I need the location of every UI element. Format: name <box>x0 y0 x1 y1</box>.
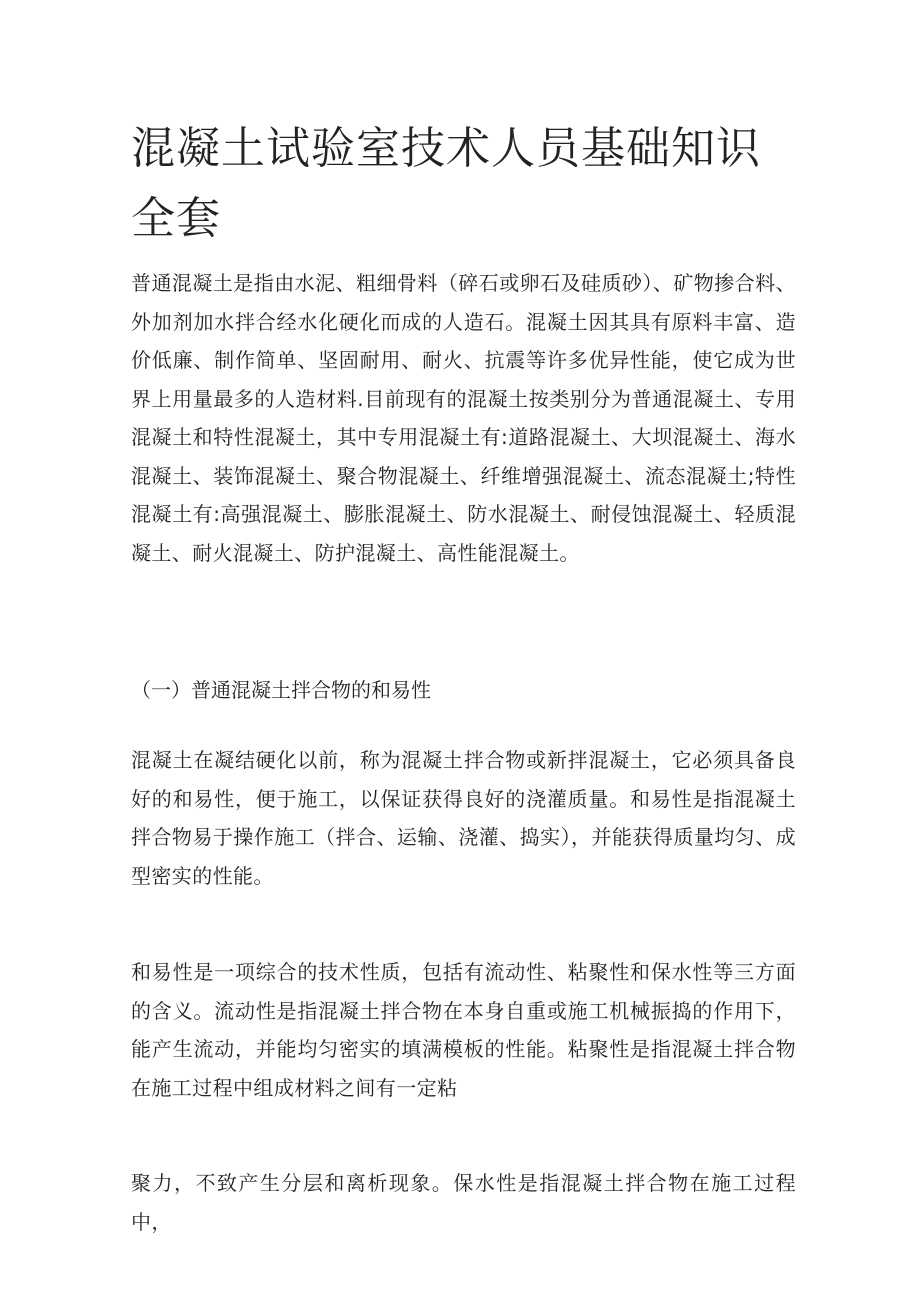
paragraph-intro: 普通混凝土是指由水泥、粗细骨料（碎石或卵石及硅质砂）、矿物掺合料、外加剂加水拌合经水化硬化而成的人造石。混凝土因其具有原料丰富、造价低廉、制作简单、坚固耐用、耐火、抗震等许多优异性能，使它成为世界上用量最多的人造材料.目前现有的混凝土按类别分为普通混凝土、专用混凝土和特性混凝土，其中专用混凝土有:道路混凝土、大坝混凝土、海水混凝土、装饰混凝土、聚合物混凝土、纤维增强混凝土、流态混凝土;特性混凝土有:高强混凝土、膨胀混凝土、防水混凝土、耐侵蚀混凝土、轻质混凝土、耐火混凝土、防护混凝土、高性能混凝土。 <box>131 271 796 565</box>
document-title: 混凝土试验室技术人员基础知识全套 <box>131 123 761 244</box>
paragraph-workability-properties: 和易性是一项综合的技术性质，包括有流动性、粘聚性和保水性等三方面的含义。流动性是指混凝土拌合物在本身自重或施工机械振捣的作用下，能产生流动，并能均匀密实的填满模板的性能。粘聚性是指混凝土拌合物在施工过程中组成材料之间有一定粘 <box>131 960 796 1100</box>
paragraph-workability-definition: 混凝土在凝结硬化以前，称为混凝土拌合物或新拌混凝土，它必须具备良好的和易性，便于施工，以保证获得良好的浇灌质量。和易性是指混凝土拌合物易于操作施工（拌合、运输、浇灌、捣实），并能获得质量均匀、成型密实的性能。 <box>131 748 796 888</box>
paragraph-cohesion-continued: 聚力，不致产生分层和离析现象。保水性是指混凝土拌合物在施工过程中， <box>131 1171 796 1234</box>
section-heading: （一）普通混凝土拌合物的和易性 <box>131 678 431 702</box>
